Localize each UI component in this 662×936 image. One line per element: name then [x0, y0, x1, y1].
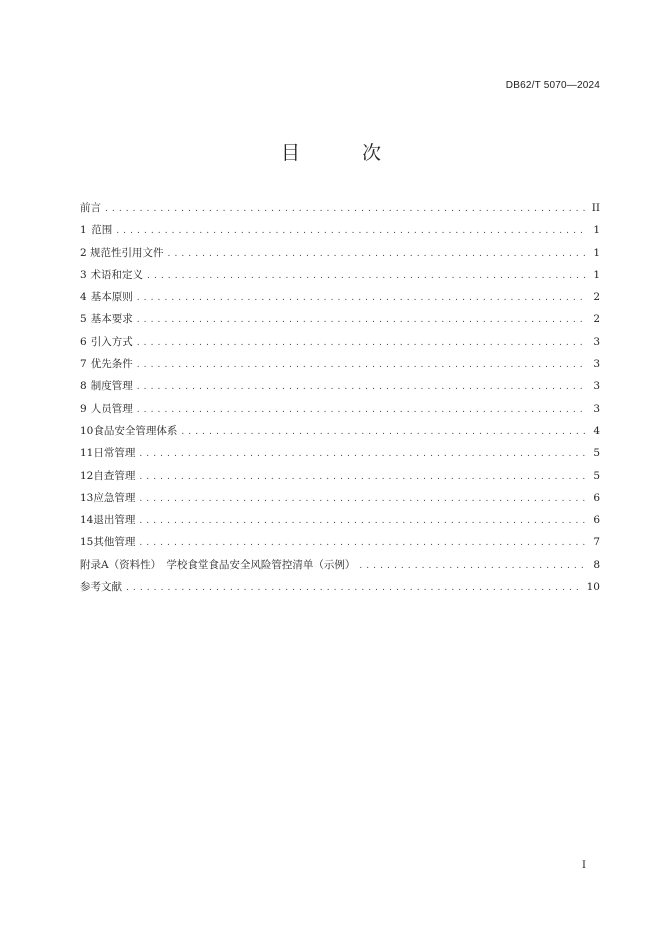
toc-item-page: 3 — [593, 358, 600, 371]
toc-item-label: 退出管理 — [93, 514, 136, 527]
toc-item-number: 10 — [80, 424, 94, 437]
toc-item-number: 7 — [80, 358, 87, 371]
toc-leader-dots — [147, 271, 586, 281]
toc-item-page: 8 — [593, 558, 600, 571]
toc-item-number: 11 — [80, 447, 94, 460]
toc-item[interactable] — [80, 401, 600, 423]
toc-leader-dots — [137, 315, 586, 325]
toc-item-page: 1 — [593, 246, 600, 259]
toc-leader-dots — [139, 538, 586, 548]
toc-item[interactable] — [80, 245, 600, 267]
toc-item-label: 优先条件 — [90, 358, 133, 371]
toc-item[interactable] — [80, 311, 600, 333]
table-of-contents — [80, 200, 600, 601]
toc-leader-dots — [137, 293, 586, 303]
toc-item-page: 1 — [593, 268, 600, 281]
toc-item-label: 基本原则 — [90, 291, 133, 304]
toc-item-label: 人员管理 — [90, 402, 133, 415]
toc-item-label: 术语和定义 — [90, 268, 144, 281]
toc-item-page: 6 — [593, 514, 600, 527]
toc-item-page: 10 — [586, 581, 600, 594]
toc-item-number: 2 — [80, 246, 87, 259]
toc-leader-dots — [168, 249, 586, 259]
toc-item[interactable] — [80, 267, 600, 289]
toc-item[interactable] — [80, 222, 600, 244]
toc-item-page: 4 — [593, 424, 600, 437]
toc-item-number: 14 — [80, 514, 94, 527]
toc-leader-dots — [139, 472, 586, 482]
toc-item[interactable] — [80, 289, 600, 311]
toc-item-number: 1 — [80, 224, 87, 237]
toc-leader-dots — [137, 360, 586, 370]
toc-item-number: 4 — [80, 291, 87, 304]
toc-item-page: 5 — [593, 469, 600, 482]
toc-leader-dots — [359, 561, 586, 571]
toc-leader-dots — [137, 338, 586, 348]
toc-leader-dots — [181, 427, 586, 437]
toc-item-page: 2 — [593, 291, 600, 304]
toc-leader-dots — [139, 516, 586, 526]
page-title: 目 次 — [280, 142, 410, 164]
toc-leader-dots — [139, 449, 586, 459]
toc-leader-dots — [139, 494, 586, 504]
toc-item-number: 13 — [80, 491, 94, 504]
toc-item-page: 5 — [593, 447, 600, 460]
toc-item[interactable] — [80, 534, 600, 556]
toc-item-label: 基本要求 — [90, 313, 133, 326]
toc-item-appendix[interactable] — [80, 557, 600, 579]
toc-item-page: 3 — [593, 380, 600, 393]
toc-item[interactable] — [80, 423, 600, 445]
toc-item-page: 6 — [593, 491, 600, 504]
toc-item-number: 5 — [80, 313, 87, 326]
toc-leader-dots — [137, 382, 586, 392]
toc-item-number: 8 — [80, 380, 87, 393]
toc-item-page: 2 — [593, 313, 600, 326]
toc-item-label: 引入方式 — [90, 335, 133, 348]
toc-item-page: II — [591, 202, 600, 214]
toc-item-label: 范围 — [91, 224, 113, 237]
toc-item[interactable] — [80, 356, 600, 378]
toc-item-label: 其他管理 — [93, 536, 136, 549]
toc-item-page: 1 — [593, 224, 600, 237]
toc-item-page: 3 — [593, 402, 600, 415]
toc-item-references[interactable] — [80, 579, 600, 601]
toc-item[interactable] — [80, 200, 600, 222]
toc-item-number: 15 — [80, 536, 94, 549]
toc-leader-dots — [137, 405, 586, 415]
toc-item[interactable] — [80, 468, 600, 490]
toc-item-label: 前言 — [80, 202, 101, 214]
toc-item[interactable] — [80, 490, 600, 512]
toc-item[interactable] — [80, 512, 600, 534]
toc-leader-dots — [116, 226, 586, 236]
toc-leader-dots — [126, 583, 583, 593]
toc-item-label: 应急管理 — [93, 491, 136, 504]
toc-item-number: 3 — [80, 268, 87, 281]
toc-item-number: 12 — [80, 469, 94, 482]
toc-item[interactable] — [80, 334, 600, 356]
toc-item-label: 食品安全管理体系 — [93, 424, 178, 437]
toc-item-label: 附录A（资料性） 学校食堂食品安全风险管控清单（示例） — [80, 558, 356, 571]
toc-item-page: 3 — [593, 335, 600, 348]
toc-leader-dots — [105, 204, 586, 214]
toc-item-number: 6 — [80, 335, 87, 348]
toc-item-label: 制度管理 — [90, 380, 133, 393]
toc-item-page: 7 — [593, 536, 600, 549]
toc-item-label: 规范性引用文件 — [90, 246, 164, 259]
document-code: DB62/T 5070—2024 — [505, 80, 600, 91]
toc-item[interactable] — [80, 445, 600, 467]
toc-item-number: 9 — [80, 402, 87, 415]
page-number: I — [582, 860, 586, 871]
toc-item-label: 自查管理 — [93, 469, 136, 482]
toc-item[interactable] — [80, 378, 600, 400]
toc-item-label: 日常管理 — [93, 447, 136, 460]
toc-item-label: 参考文献 — [80, 581, 122, 594]
